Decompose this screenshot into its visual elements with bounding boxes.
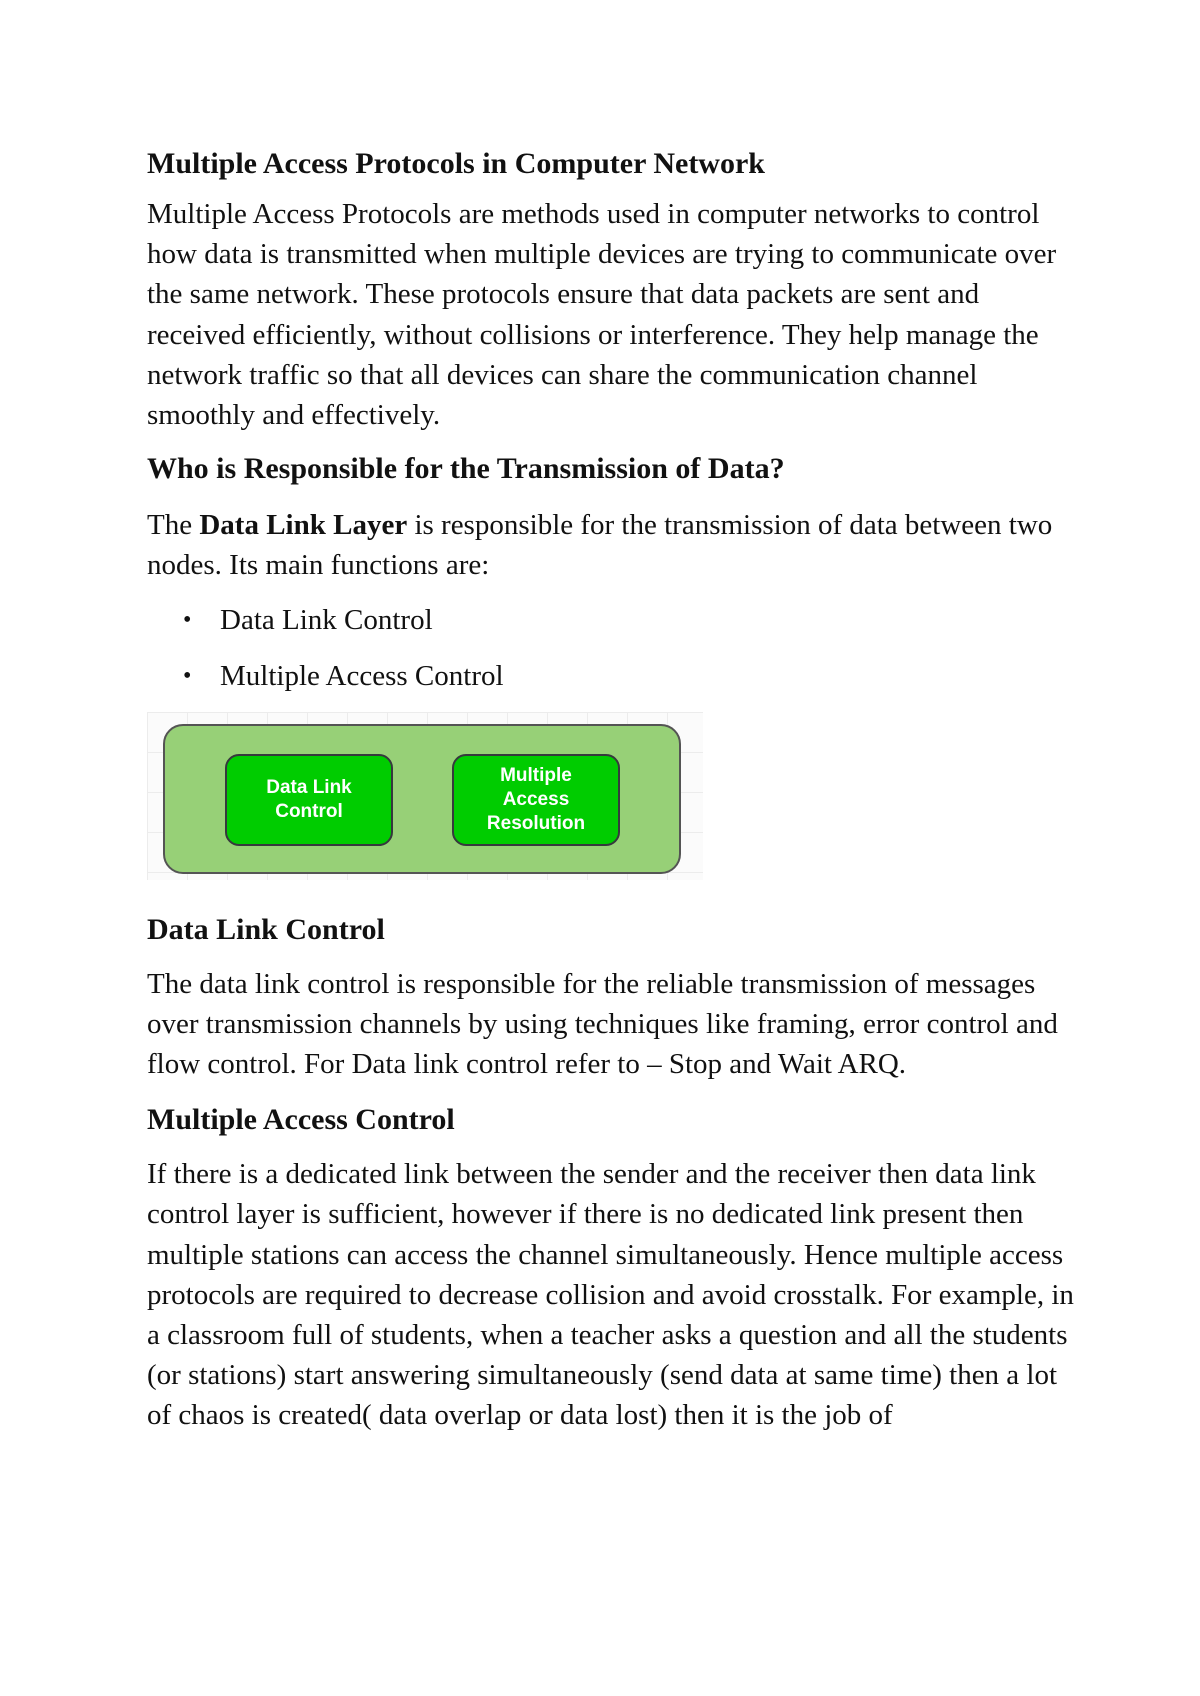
list-item-label: Data Link Control [220,603,433,636]
dll-prefix: The [147,509,200,542]
multiple-access-resolution-box-label: Multiple Access Resolution [486,764,586,834]
document-page [147,134,1077,1436]
intro-paragraph: Multiple Access Protocols are methods used in computer networks to control how data is transmitted when multiple devices are trying to communicate over the same network. These protocols ensure that data packets are sent and received efficiently, without collisions or interference. They help manage the network traffic so that all devices can share the communication channel smoothly and effectively. [147,198,1057,432]
list-item-label: Multiple Access Control [220,659,504,692]
multiple-access-resolution-box [452,754,620,846]
data-link-layer-diagram [147,712,703,880]
dll-paragraph [147,505,1077,585]
dll-bold-term: Data Link Layer [199,509,408,542]
data-link-control-box [225,754,393,846]
list-item [147,600,1077,640]
who-heading: Who is Responsible for the Transmission of Data? [147,452,785,486]
mac-paragraph: If there is a dedicated link between the sender and the receiver then data link control layer is sufficient, however if there is no dedicated link present then multiple stations can access the channel simultaneously. Hence multiple access protocols are required to decrease collision and avoid crosstalk. For example, in a classroom full of students, when a teacher asks a question and all the students (or stations) start answering simultaneously (send data at same time) then a lot of chaos is created( data overlap or data lost) then it is the job of [147,1158,1074,1432]
bullet-icon: • [183,662,192,689]
dll-suffix: is responsible for the transmission of data between two nodes. Its main functions are: [147,509,1053,582]
data-link-layer-container [163,724,681,874]
dlc-paragraph: The data link control is responsible for the reliable transmission of messages over transmission channels by using techniques like framing, error control and flow control. For Data link control refer to – Stop and Wait ARQ. [147,967,1058,1081]
mac-heading: Multiple Access Control [147,1103,455,1137]
list-item [147,656,1077,696]
data-link-control-box-label: Data Link Control [266,776,352,822]
dlc-heading: Data Link Control [147,912,385,946]
functions-list [147,600,1077,696]
document-title: Multiple Access Protocols in Computer Network [147,147,765,180]
bullet-icon: • [183,606,192,633]
